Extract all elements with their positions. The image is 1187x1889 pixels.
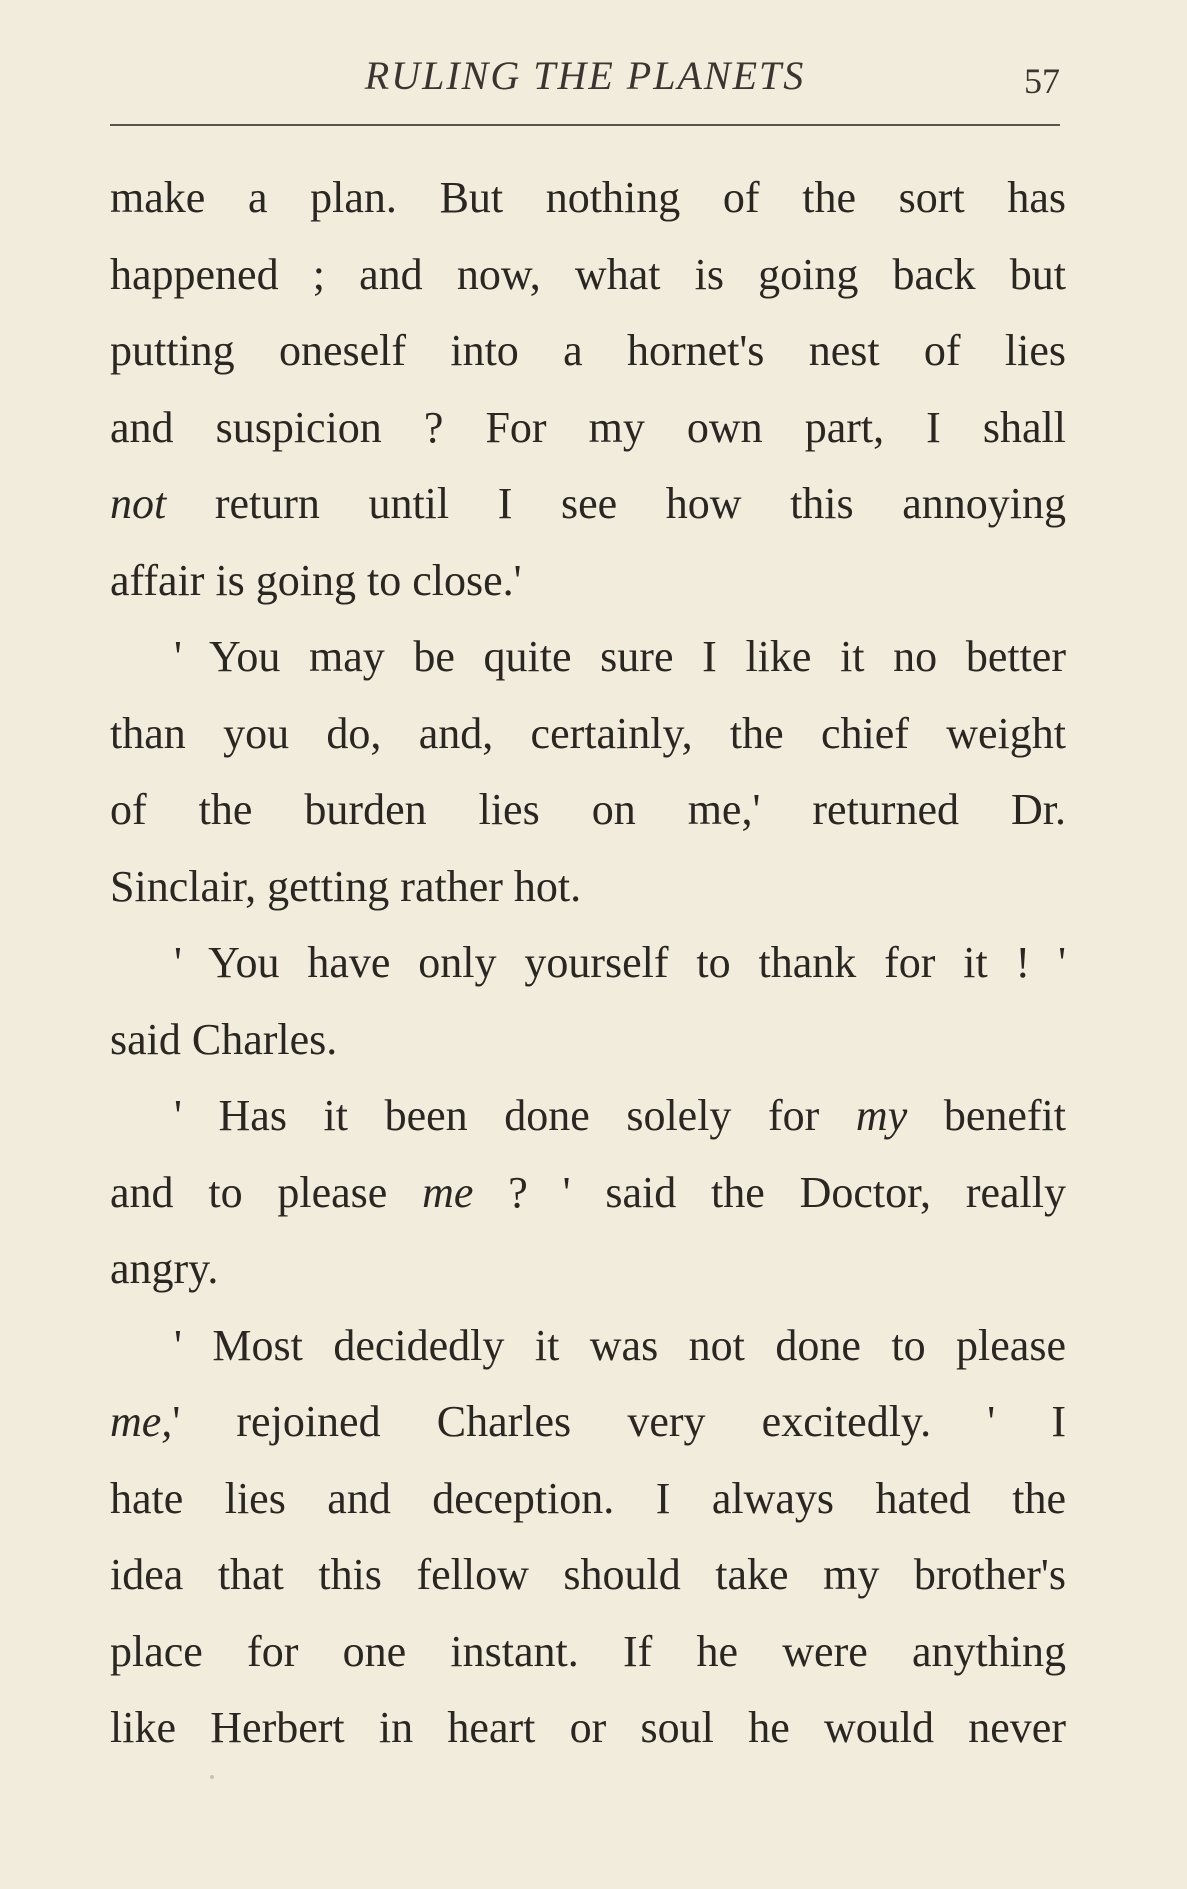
text-line — [110, 696, 1066, 773]
italic-text-run: not — [110, 479, 167, 528]
text-line — [110, 160, 1066, 237]
text-run: affair is going to close.' — [110, 555, 522, 605]
page-number: 57 — [1024, 61, 1060, 101]
text-run: and to please — [110, 1167, 423, 1217]
text-run: benefit — [907, 1091, 1066, 1140]
text-line — [110, 1231, 1066, 1308]
text-run: ? ' said the Doctor, really — [473, 1167, 1066, 1217]
text-line — [110, 772, 1066, 849]
text-run: and suspicion ? For my own part, I shall — [110, 402, 1066, 452]
text-run: angry. — [110, 1244, 219, 1293]
text-run: idea that this fellow should take my brother's — [110, 1550, 1066, 1599]
paper-speck — [210, 1775, 214, 1779]
text-run: place for one instant. If he were anything — [110, 1626, 1066, 1676]
text-line — [110, 1461, 1066, 1538]
text-run: said Charles. — [110, 1014, 338, 1064]
header-rule — [110, 124, 1060, 126]
text-line — [110, 390, 1066, 467]
text-run: like Herbert in heart or soul he would never — [110, 1703, 1066, 1752]
text-line — [110, 1002, 1066, 1079]
text-line — [110, 925, 1066, 1002]
text-line — [110, 313, 1066, 390]
text-run: ' You have only yourself to thank for it ! ' — [174, 938, 1066, 987]
text-line — [110, 1614, 1066, 1691]
text-line — [110, 1308, 1066, 1385]
italic-text-run: me, — [110, 1397, 173, 1446]
text-run: ' rejoined Charles very excitedly. ' I — [172, 1397, 1066, 1446]
text-run: Sinclair, getting rather hot. — [110, 861, 582, 911]
italic-text-run: my — [855, 1091, 908, 1140]
running-title: RULING THE PLANETS — [364, 53, 806, 98]
text-run: ' Most decidedly it was not done to please — [174, 1320, 1066, 1370]
text-line — [110, 1690, 1066, 1767]
italic-text-run: me — [422, 1167, 474, 1217]
text-run: return until I see how this annoying — [166, 479, 1066, 528]
body-text — [110, 160, 1066, 1767]
text-line — [110, 237, 1066, 314]
text-run: ' Has it been done solely for — [174, 1091, 856, 1140]
text-line — [110, 619, 1066, 696]
running-head — [110, 52, 1060, 102]
text-line — [110, 1155, 1066, 1232]
text-line — [110, 543, 1066, 620]
text-run: putting oneself into a hornet's nest of lies — [110, 326, 1066, 375]
text-line — [110, 1537, 1066, 1614]
text-run: happened ; and now, what is going back but — [110, 249, 1066, 299]
text-run: of the burden lies on me,' returned Dr. — [110, 785, 1066, 834]
text-line — [110, 1384, 1066, 1461]
text-run: than you do, and, certainly, the chief weight — [110, 708, 1066, 758]
text-line — [110, 466, 1066, 543]
text-run: hate lies and deception. I always hated the — [110, 1473, 1066, 1523]
text-line — [110, 1078, 1066, 1155]
text-run: ' You may be quite sure I like it no better — [174, 632, 1066, 681]
text-line — [110, 849, 1066, 926]
text-run: make a plan. But nothing of the sort has — [110, 173, 1066, 222]
